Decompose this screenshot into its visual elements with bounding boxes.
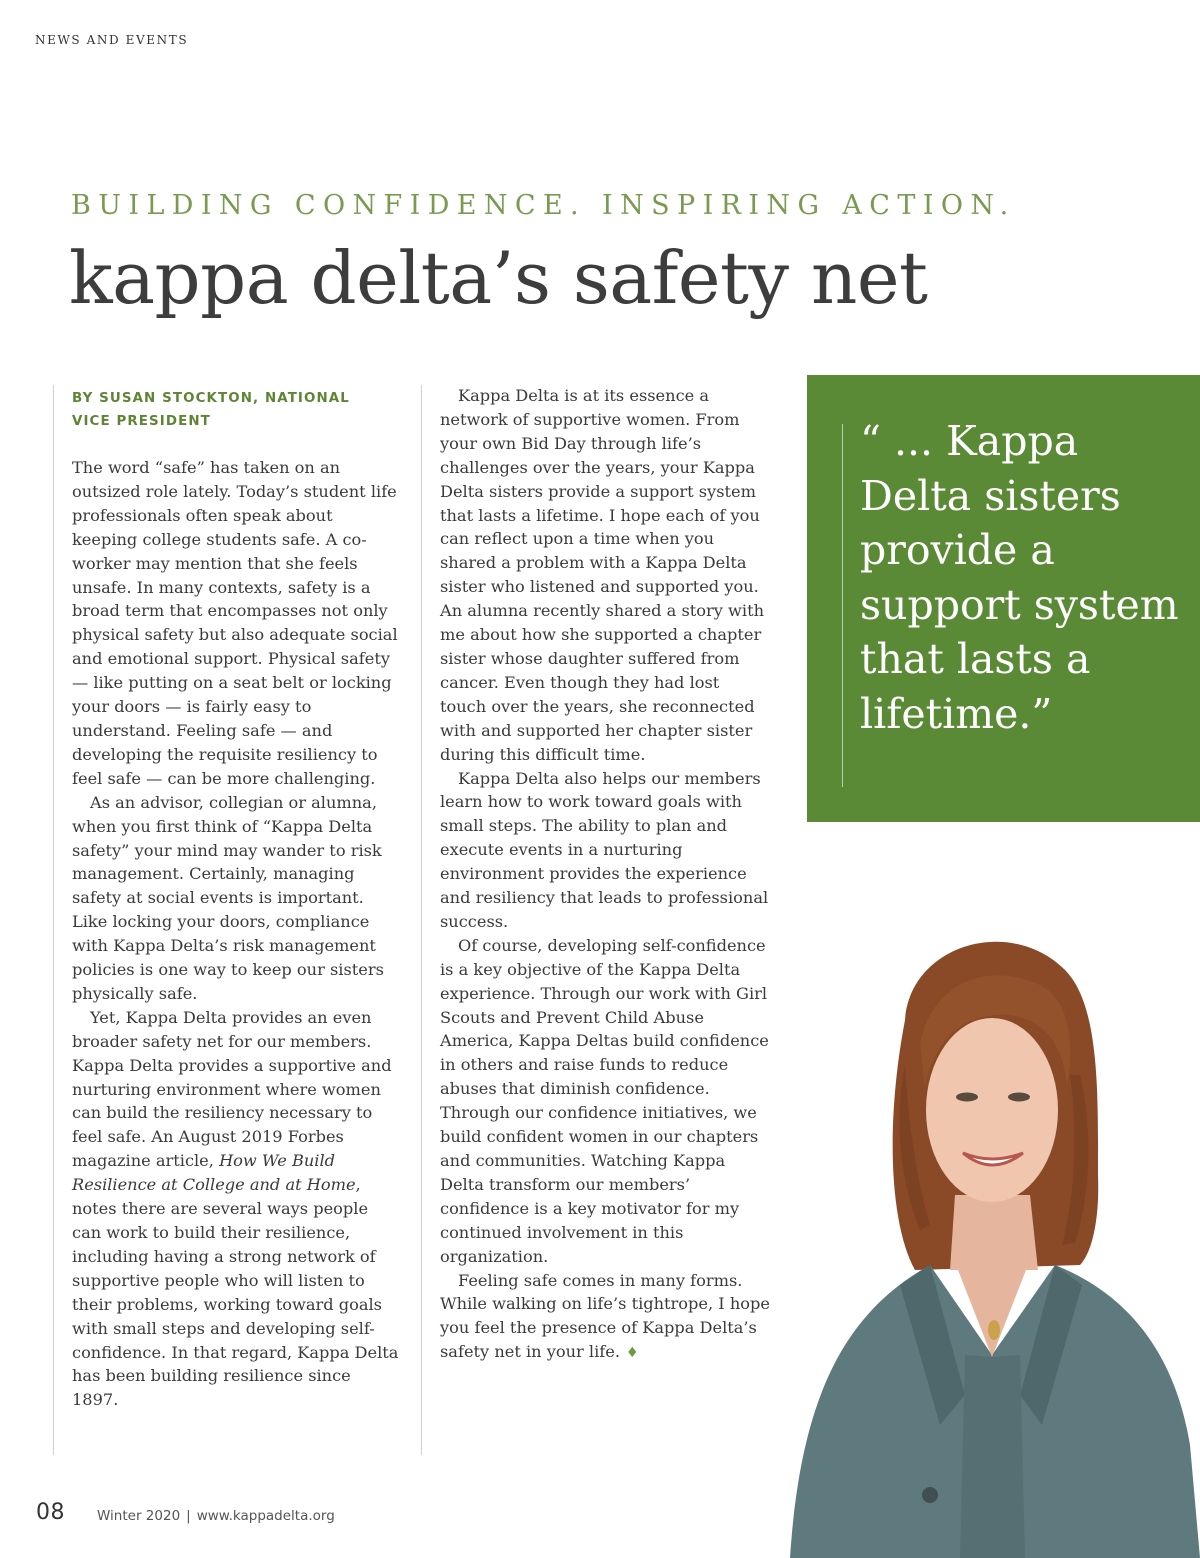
paragraph-text: Yet, Kappa Delta provides an even broader safety net for our members. Kappa Delta provides a supportive and nurturing environment where women can build the resiliency necessary to feel safe. An August 2019 Forbes magazine article, — [72, 1007, 392, 1171]
column-divider — [53, 385, 54, 1455]
section-label: NEWS AND EVENTS — [35, 33, 189, 47]
author-portrait — [780, 925, 1200, 1558]
article-paragraph: The word “safe” has taken on an outsized role lately. Today’s student life professionals often speak about keeping college students safe. A co-worker may mention that she feels unsafe. In many contexts, safety is a broad term that encompasses not only physical safety but also adequate social and emotional support. Physical safety — like putting on a seat belt or locking your doors — is fairly easy to understand. Feeling safe — and developing the requisite resiliency to feel safe — can be more challenging. — [72, 458, 398, 788]
paragraph-text: , notes there are several ways people can work to build their resilience, including having a strong network of supportive people who will listen to their problems, working toward goals with small steps and developing self-confidence. In that regard, Kappa Delta has been building resilience since 1897. — [72, 1175, 399, 1410]
website-link[interactable]: www.kappadelta.org — [196, 1508, 335, 1524]
article-column-2 — [440, 384, 770, 1366]
page-number: 08 — [36, 1500, 65, 1525]
pull-quote: “ ... Kappa Delta sisters provide a support system that lasts a lifetime.” — [860, 417, 1179, 738]
issue-date: Winter 2020 — [97, 1508, 181, 1524]
article-paragraph: Kappa Delta also helps our members learn how to work toward goals with small steps. The ability to plan and execute events in a nurturing environment provides the experience and resiliency that leads to professional success. — [440, 768, 769, 931]
article-paragraph: Of course, developing self-confidence is a key objective of the Kappa Delta experience. Through our work with Girl Scouts and Prevent Child Abuse America, Kappa Deltas build confidence in others and raise funds to reduce abuses that diminish confidence. Through our confidence initiatives, we build confident women in our chapters and communities. Watching Kappa Delta transform our members’ confidence is a key motivator for my continued involvement in this organization. — [440, 935, 769, 1266]
paragraph-text: Feeling safe comes in many forms. While walking on life’s tightrope, I hope you feel the presence of Kappa Delta’s safety net in your life. — [440, 1270, 770, 1362]
diamond-icon: ♦ — [626, 1345, 639, 1362]
article-byline: BY SUSAN STOCKTON, NATIONAL VICE PRESIDENT — [72, 391, 350, 429]
article-paragraph — [440, 1269, 770, 1367]
column-divider — [421, 385, 422, 1455]
pull-quote-rule — [842, 424, 843, 787]
footer-separator: | — [186, 1508, 191, 1524]
forbes-article-title: How We Build Resilience at College and at Home — [72, 1151, 356, 1195]
article-kicker: BUILDING CONFIDENCE. INSPIRING ACTION. — [71, 190, 1016, 221]
article-paragraph: As an advisor, collegian or alumna, when you first think of “Kappa Delta safety” your mind may wander to risk management. Certainly, managing safety at social events is important. Like locking your doors, compliance with Kappa Delta’s risk management policies is one way to keep our sisters physically safe. — [72, 792, 384, 1003]
article-paragraph — [72, 1006, 402, 1412]
article-column-1 — [72, 456, 402, 1412]
footer-info — [97, 1508, 335, 1524]
article-paragraph: Kappa Delta is at its essence a network of supportive women. From your own Bid Day through life’s challenges over the years, your Kappa Delta sisters provide a support system that lasts a lifetime. I hope each of you can reflect upon a time when you shared a problem with a Kappa Delta sister who listened and supported you. An alumna recently shared a story with me about how she supported a chapter sister whose daughter suffered from cancer. Even though they had lost touch over the years, she reconnected with and supported her chapter sister during this difficult time. — [440, 386, 765, 764]
article-title: kappa delta’s safety net — [69, 236, 928, 320]
